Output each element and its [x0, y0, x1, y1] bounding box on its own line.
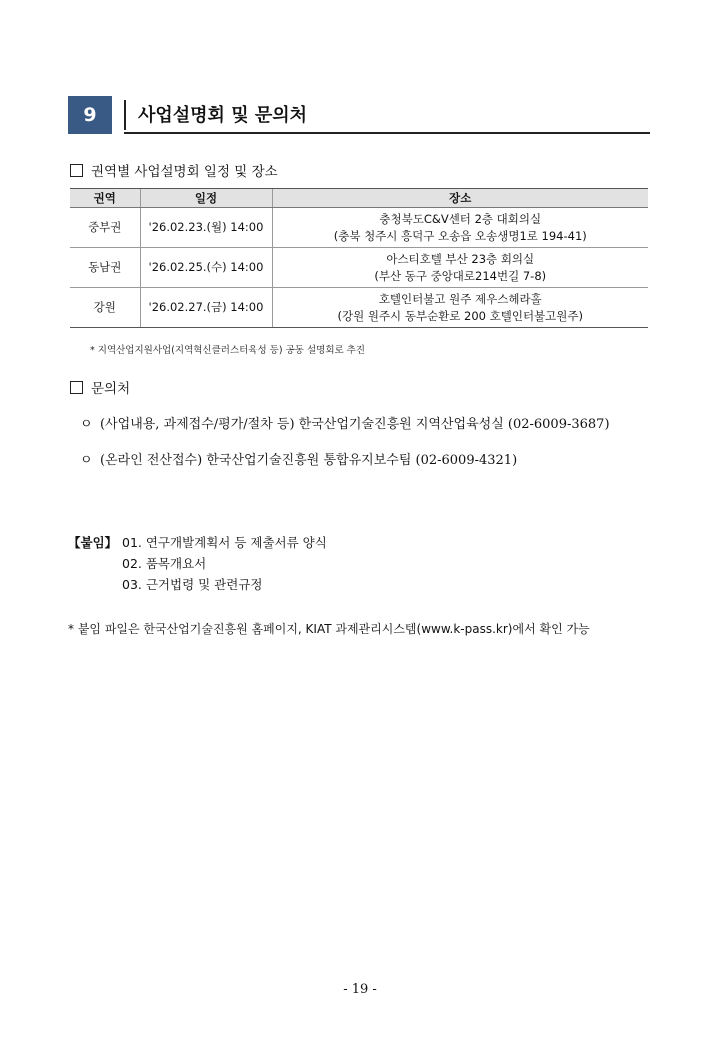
venue-cell — [272, 248, 648, 288]
contact-heading-text: 문의처 — [91, 381, 131, 397]
attachment-item: 03. 근거법령 및 관련규정 — [122, 577, 263, 592]
venue-cell — [272, 208, 648, 248]
attachment-footnote: * 붙임 파일은 한국산업기술진흥원 홈페이지, KIAT 과제관리시스템(www.k-pass.kr)에서 확인 가능 — [68, 622, 590, 636]
section-header — [68, 96, 650, 134]
section-number-badge: 9 — [68, 96, 112, 134]
venue-cell — [272, 288, 648, 328]
date-cell: '26.02.25.(수) 14:00 — [140, 248, 272, 288]
date-cell: '26.02.27.(금) 14:00 — [140, 288, 272, 328]
date-cell: '26.02.23.(월) 14:00 — [140, 208, 272, 248]
table-row — [70, 208, 648, 248]
circle-bullet-icon: ㅇ — [80, 453, 93, 468]
checkbox-square-icon — [70, 381, 83, 394]
region-cell: 중부권 — [70, 208, 140, 248]
contact-item — [80, 413, 610, 432]
venue-address: (강원 원주시 동부순환로 200 호텔인터불고원주) — [337, 308, 583, 323]
checkbox-square-icon — [70, 164, 83, 177]
attachments-label: 【붙임】 — [68, 535, 118, 550]
table-note: * 지역산업지원사업(지역혁신클러스터육성 등) 공동 설명회로 추진 — [90, 345, 366, 356]
section-title: 사업설명회 및 문의처 — [138, 105, 308, 126]
contact-item-text: (사업내용, 과제접수/평가/절차 등) 한국산업기술진흥원 지역산업육성실 (02-6009-3687) — [100, 417, 610, 432]
schedule-table — [70, 188, 648, 328]
table-row — [70, 288, 648, 328]
column-header-venue: 장소 — [272, 189, 648, 208]
venue-name: 호텔인터불고 원주 제우스헤라홀 — [378, 291, 542, 306]
table-row — [70, 248, 648, 288]
venue-name: 충청북도C&V센터 2층 대회의실 — [379, 211, 542, 226]
contact-item — [80, 449, 517, 468]
region-cell: 동남권 — [70, 248, 140, 288]
page-number: - 19 - — [343, 982, 377, 997]
schedule-heading — [70, 160, 278, 180]
attachment-item: 01. 연구개발계획서 등 제출서류 양식 — [122, 535, 327, 550]
section-divider-bar — [124, 100, 126, 130]
section-underline — [124, 132, 650, 134]
circle-bullet-icon: ㅇ — [80, 417, 93, 432]
venue-address: (충북 청주시 흥덕구 오송읍 오송생명1로 194-41) — [333, 228, 587, 243]
column-header-date: 일정 — [140, 189, 272, 208]
attachment-item: 02. 품목개요서 — [122, 556, 207, 571]
table-header-row — [70, 189, 648, 208]
contact-item-text: (온라인 전산접수) 한국산업기술진흥원 통합유지보수팀 (02-6009-4321) — [100, 453, 518, 468]
region-cell: 강원 — [70, 288, 140, 328]
venue-address: (부산 동구 중앙대로214번길 7-8) — [374, 268, 547, 283]
schedule-heading-text: 권역별 사업설명회 일정 및 장소 — [91, 164, 278, 180]
contact-heading — [70, 377, 130, 397]
column-header-region: 권역 — [70, 189, 140, 208]
venue-name: 아스티호텔 부산 23층 회의실 — [386, 251, 535, 266]
